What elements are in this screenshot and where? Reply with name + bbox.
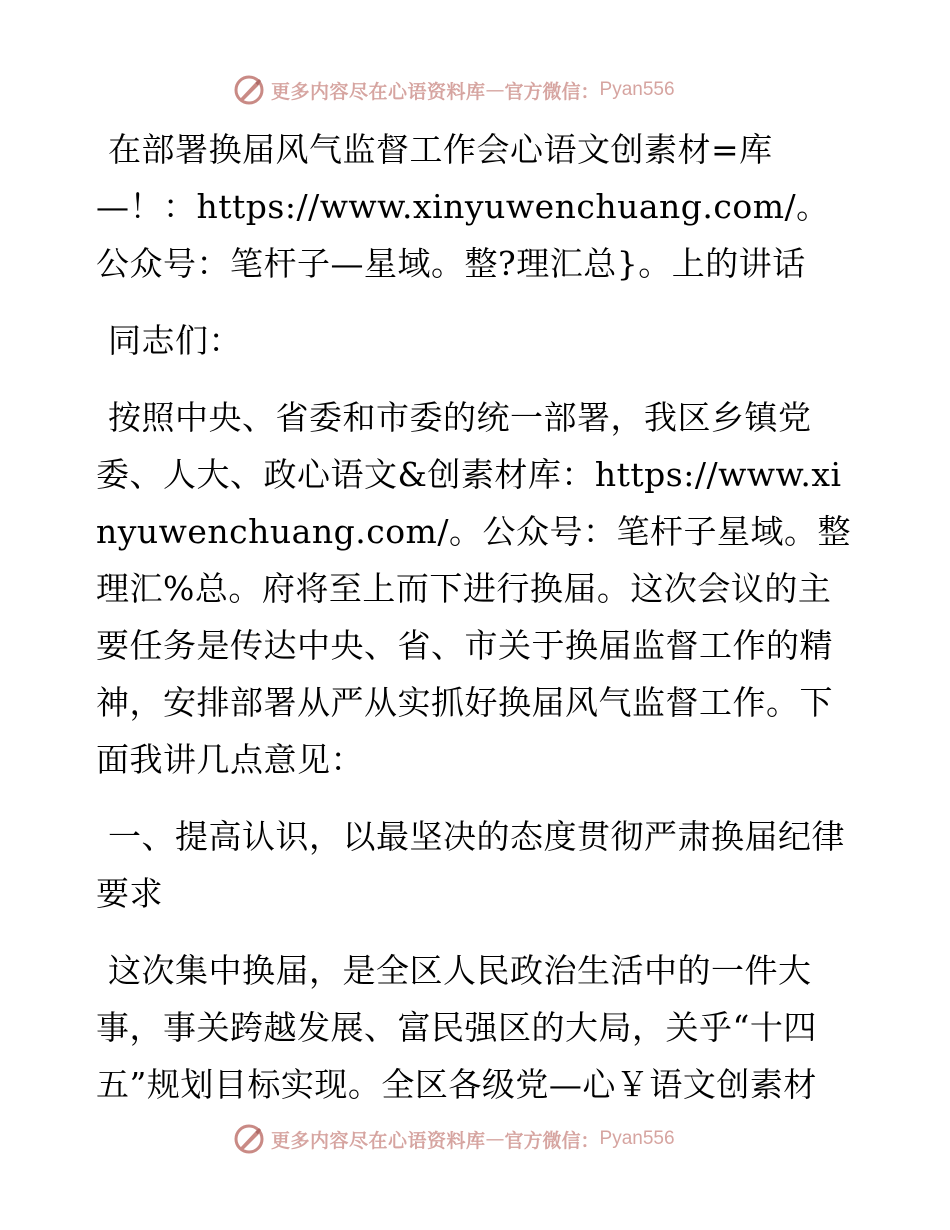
watermark-dash: — bbox=[485, 79, 505, 101]
pen-logo-icon bbox=[233, 74, 265, 106]
watermark-wechat-id: Pyan556 bbox=[599, 1128, 675, 1149]
watermark-label: 官方微信： bbox=[504, 1129, 600, 1152]
greeting: 同志们： bbox=[108, 321, 242, 360]
watermark-text: 更多内容尽在心语资料库 bbox=[271, 1129, 486, 1152]
watermark-wechat-id: Pyan556 bbox=[599, 79, 675, 100]
header-watermark bbox=[233, 73, 675, 107]
paragraph: 这次集中换届，是全区人民政治生活中的一件大事，事关跨越发展、富民强区的大局，关乎“十四五”规划目标实现。全区各级党—心￥语文创素材 bbox=[96, 951, 817, 1104]
footer-watermark bbox=[233, 1122, 675, 1156]
watermark-text: 更多内容尽在心语资料库 bbox=[271, 80, 486, 103]
watermark-label: 官方微信： bbox=[504, 80, 600, 103]
paragraph: 按照中央、省委和市委的统一部署，我区乡镇党委、人大、政心语文&创素材库：https://www.xinyuwenchuang.com/。公众号：笔杆子星域。整理汇%总。府将至上而下进行换届。这次会议的主要任务是传达中央、省、市关于换届监督工作的精神，安排部署从严从实抓好换届风气监督工作。下面我讲几点意见： bbox=[96, 398, 851, 779]
pen-logo-icon bbox=[233, 1123, 265, 1155]
document-body bbox=[96, 121, 852, 1133]
document-title: 在部署换届风气监督工作会心语文创素材=库—！：https://www.xinyuwenchuang.com/。公众号：笔杆子—星域。整?理汇总}。上的讲话 bbox=[96, 130, 830, 283]
section-heading: 一、提高认识，以最坚决的态度贯彻严肃换届纪律要求 bbox=[96, 817, 845, 913]
watermark-dash: — bbox=[485, 1128, 505, 1150]
